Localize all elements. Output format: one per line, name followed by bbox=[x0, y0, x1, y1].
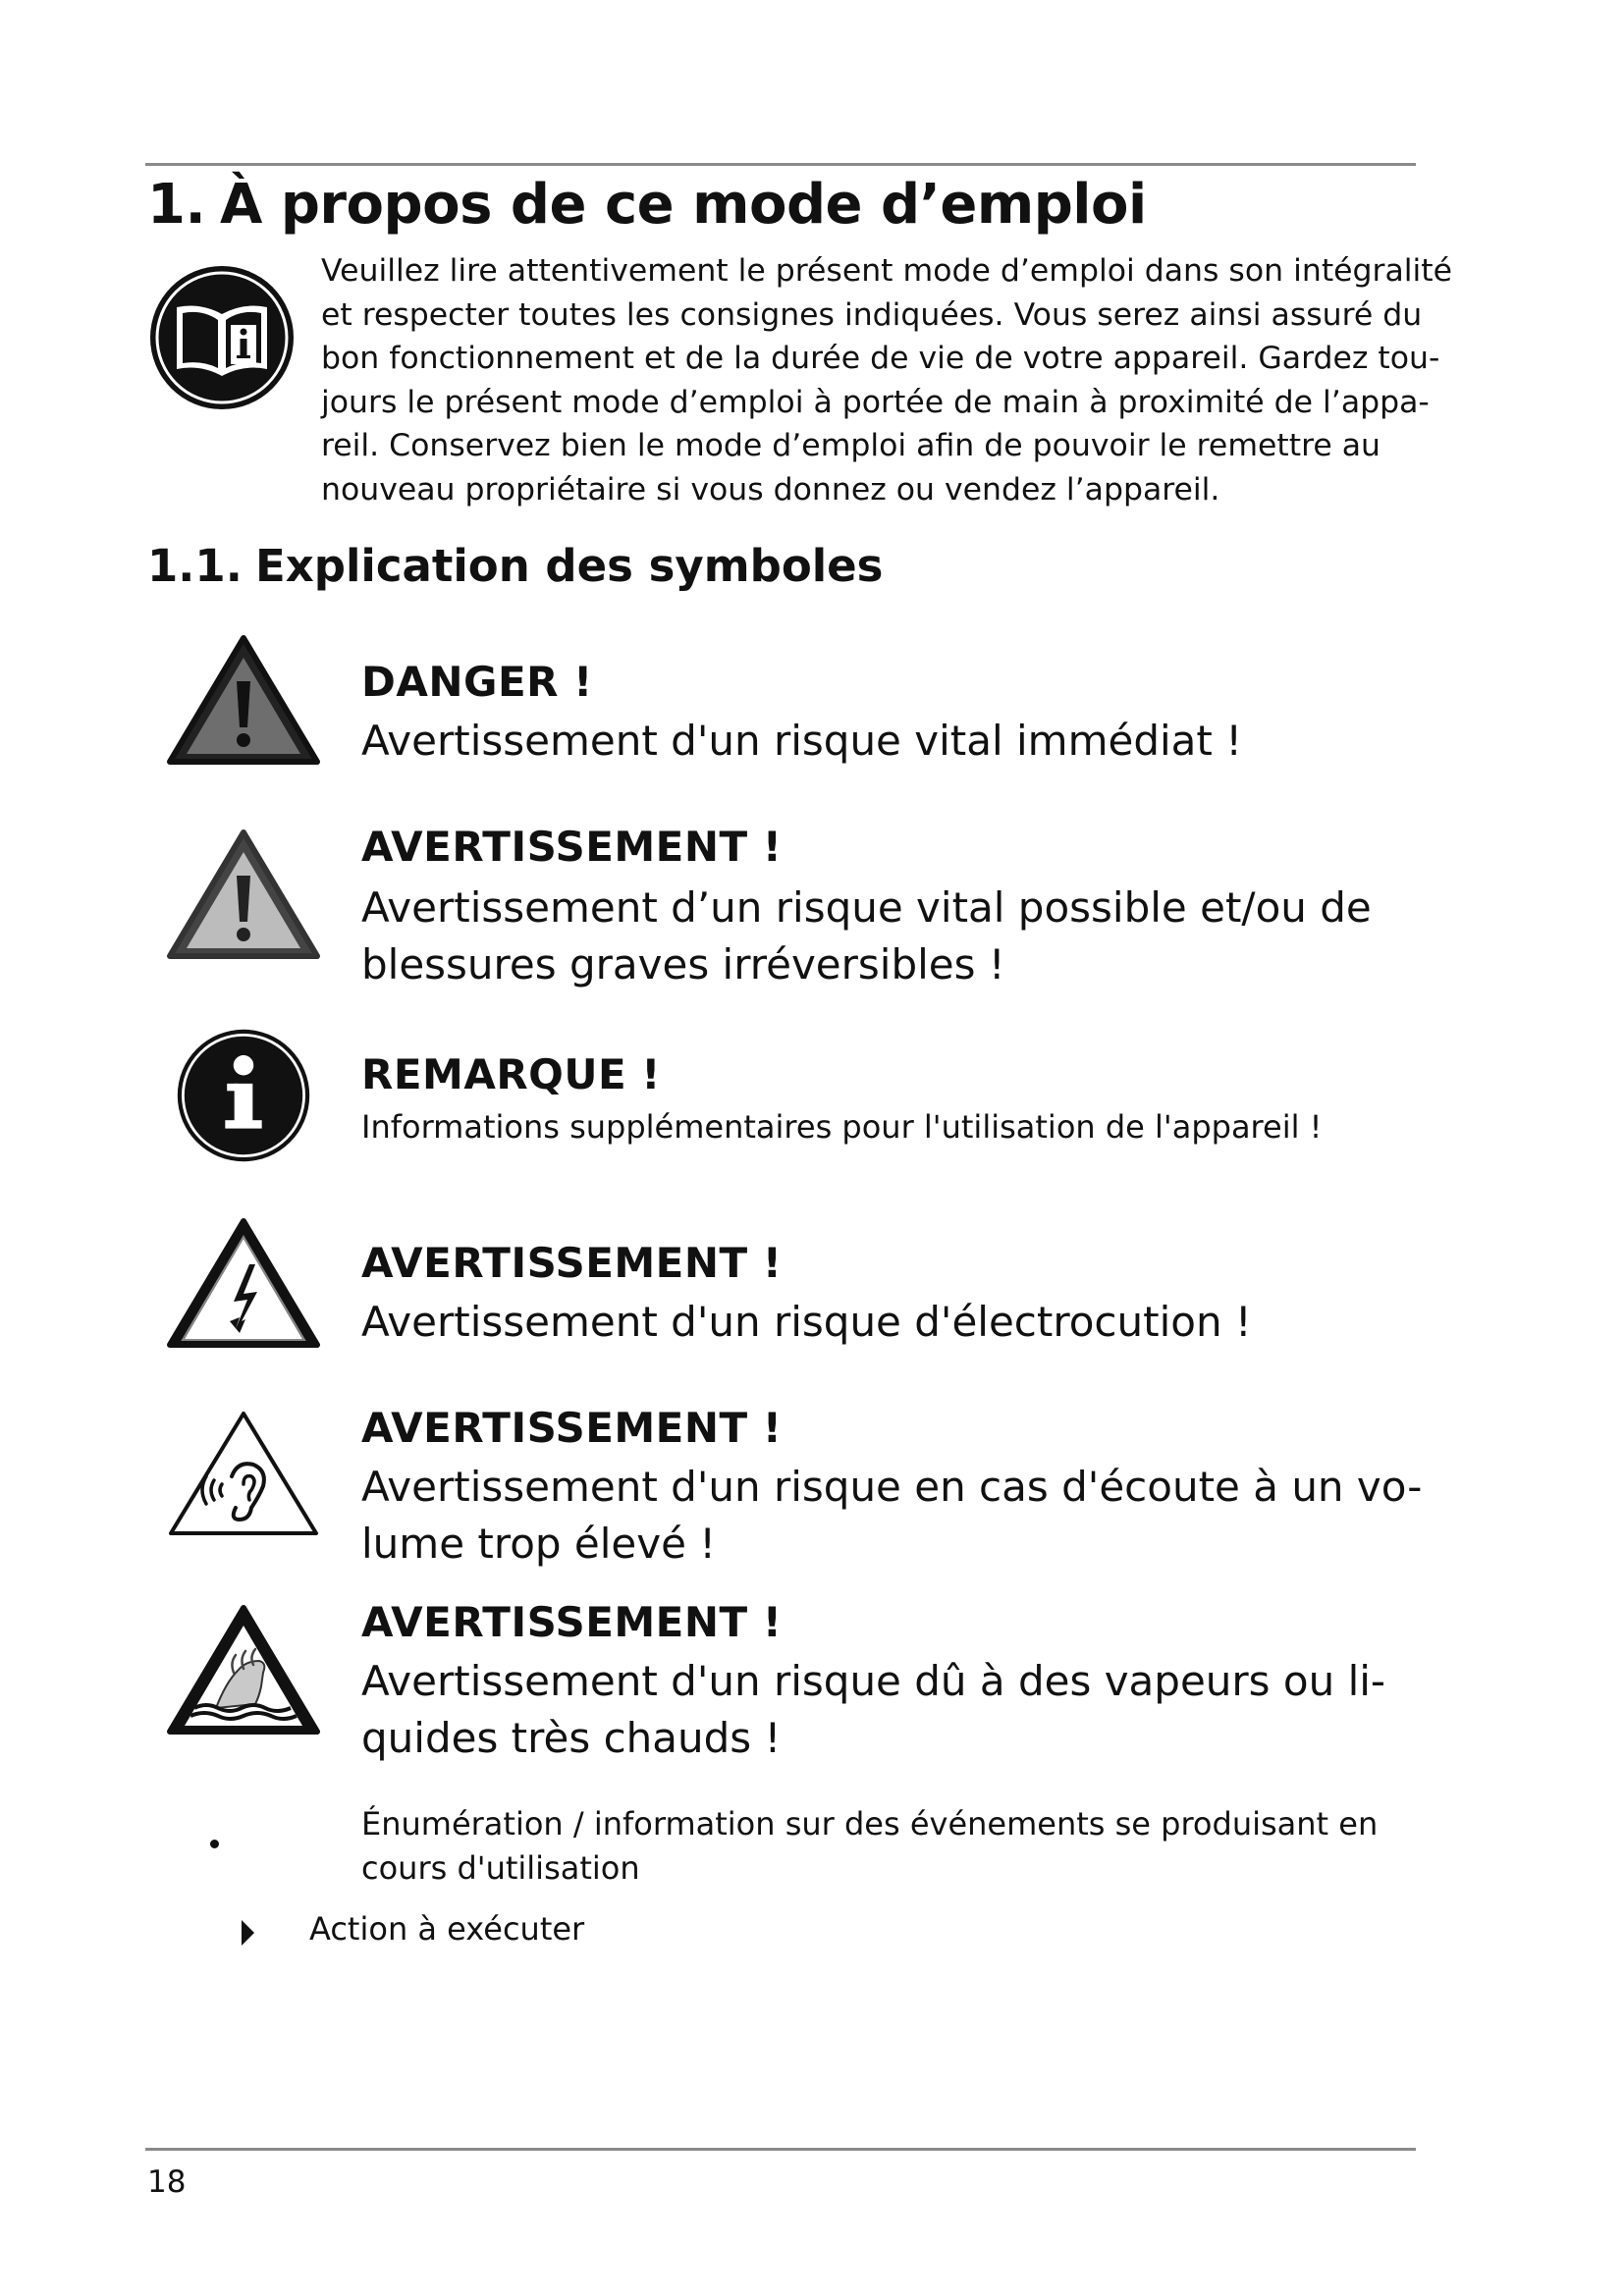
bullet-dot-icon bbox=[210, 1840, 219, 1848]
hot-liquid-icon bbox=[165, 1602, 322, 1739]
intro-line: jours le présent mode d’emploi à portée de main à proximité de l’appa- bbox=[321, 384, 1430, 420]
intro-line: nouveau propriétaire si vous donnez ou vendez l’appareil. bbox=[321, 471, 1220, 507]
bullet-explanation bbox=[361, 1802, 1378, 1891]
info-circle-icon bbox=[165, 1027, 322, 1164]
symbol-description: Informations supplémentaires pour l'utilisation de l'appareil ! bbox=[361, 1108, 1323, 1146]
symbol-description: Avertissement d'un risque vital immédiat ! bbox=[361, 717, 1243, 765]
symbol-title: AVERTISSEMENT ! bbox=[361, 823, 783, 871]
danger-triangle-icon bbox=[165, 632, 322, 770]
action-arrow-icon bbox=[242, 1920, 254, 1946]
action-explanation: Action à exécuter bbox=[309, 1910, 585, 1948]
symbol-description: Avertissement d'un risque d'électrocution ! bbox=[361, 1298, 1252, 1346]
symbol-description: Avertissement d'un risque dû à des vapeurs ou li- bbox=[361, 1657, 1386, 1705]
intro-line: et respecter toutes les consignes indiquées. Vous serez ainsi assuré du bbox=[321, 296, 1423, 333]
symbol-description: lume trop élevé ! bbox=[361, 1520, 717, 1568]
top-rule bbox=[145, 163, 1416, 166]
subsection-heading bbox=[147, 540, 883, 592]
intro-line: bon fonctionnement et de la durée de vie de votre appareil. Gardez tou- bbox=[321, 341, 1440, 376]
symbol-description: Avertissement d’un risque vital possible et/ou de bbox=[361, 883, 1372, 932]
bottom-rule bbox=[145, 2148, 1416, 2151]
electric-shock-icon bbox=[165, 1215, 322, 1353]
bullet-line: cours d'utilisation bbox=[361, 1849, 640, 1887]
symbol-title: AVERTISSEMENT ! bbox=[361, 1404, 783, 1452]
symbol-title: REMARQUE ! bbox=[361, 1050, 661, 1098]
read-manual-icon bbox=[147, 263, 297, 412]
symbol-title: AVERTISSEMENT ! bbox=[361, 1598, 783, 1646]
intro-line: reil. Conservez bien le mode d’emploi afin de pouvoir le remettre au bbox=[321, 428, 1380, 463]
symbol-title: DANGER ! bbox=[361, 658, 593, 706]
warning-triangle-icon bbox=[165, 827, 322, 964]
intro-line: Veuillez lire attentivement le présent mode d’emploi dans son intégralité bbox=[321, 253, 1453, 289]
symbol-description: blessures graves irréversibles ! bbox=[361, 940, 1005, 988]
bullet-line: Énumération / information sur des événements se produisant en bbox=[361, 1805, 1379, 1842]
subsection-title: Explication des symboles bbox=[255, 540, 884, 592]
symbol-title: AVERTISSEMENT ! bbox=[361, 1239, 783, 1287]
symbol-description: quides très chauds ! bbox=[361, 1714, 782, 1762]
symbol-description: Avertissement d'un risque en cas d'écoute à un vo- bbox=[361, 1463, 1423, 1511]
page-number: 18 bbox=[147, 2164, 187, 2200]
section-number: 1. bbox=[147, 173, 206, 237]
section-heading bbox=[147, 173, 1147, 237]
section-title: À propos de ce mode d’emploi bbox=[220, 173, 1147, 237]
hearing-damage-icon bbox=[165, 1406, 322, 1543]
subsection-number: 1.1. bbox=[147, 540, 243, 592]
intro-paragraph bbox=[321, 249, 1453, 511]
